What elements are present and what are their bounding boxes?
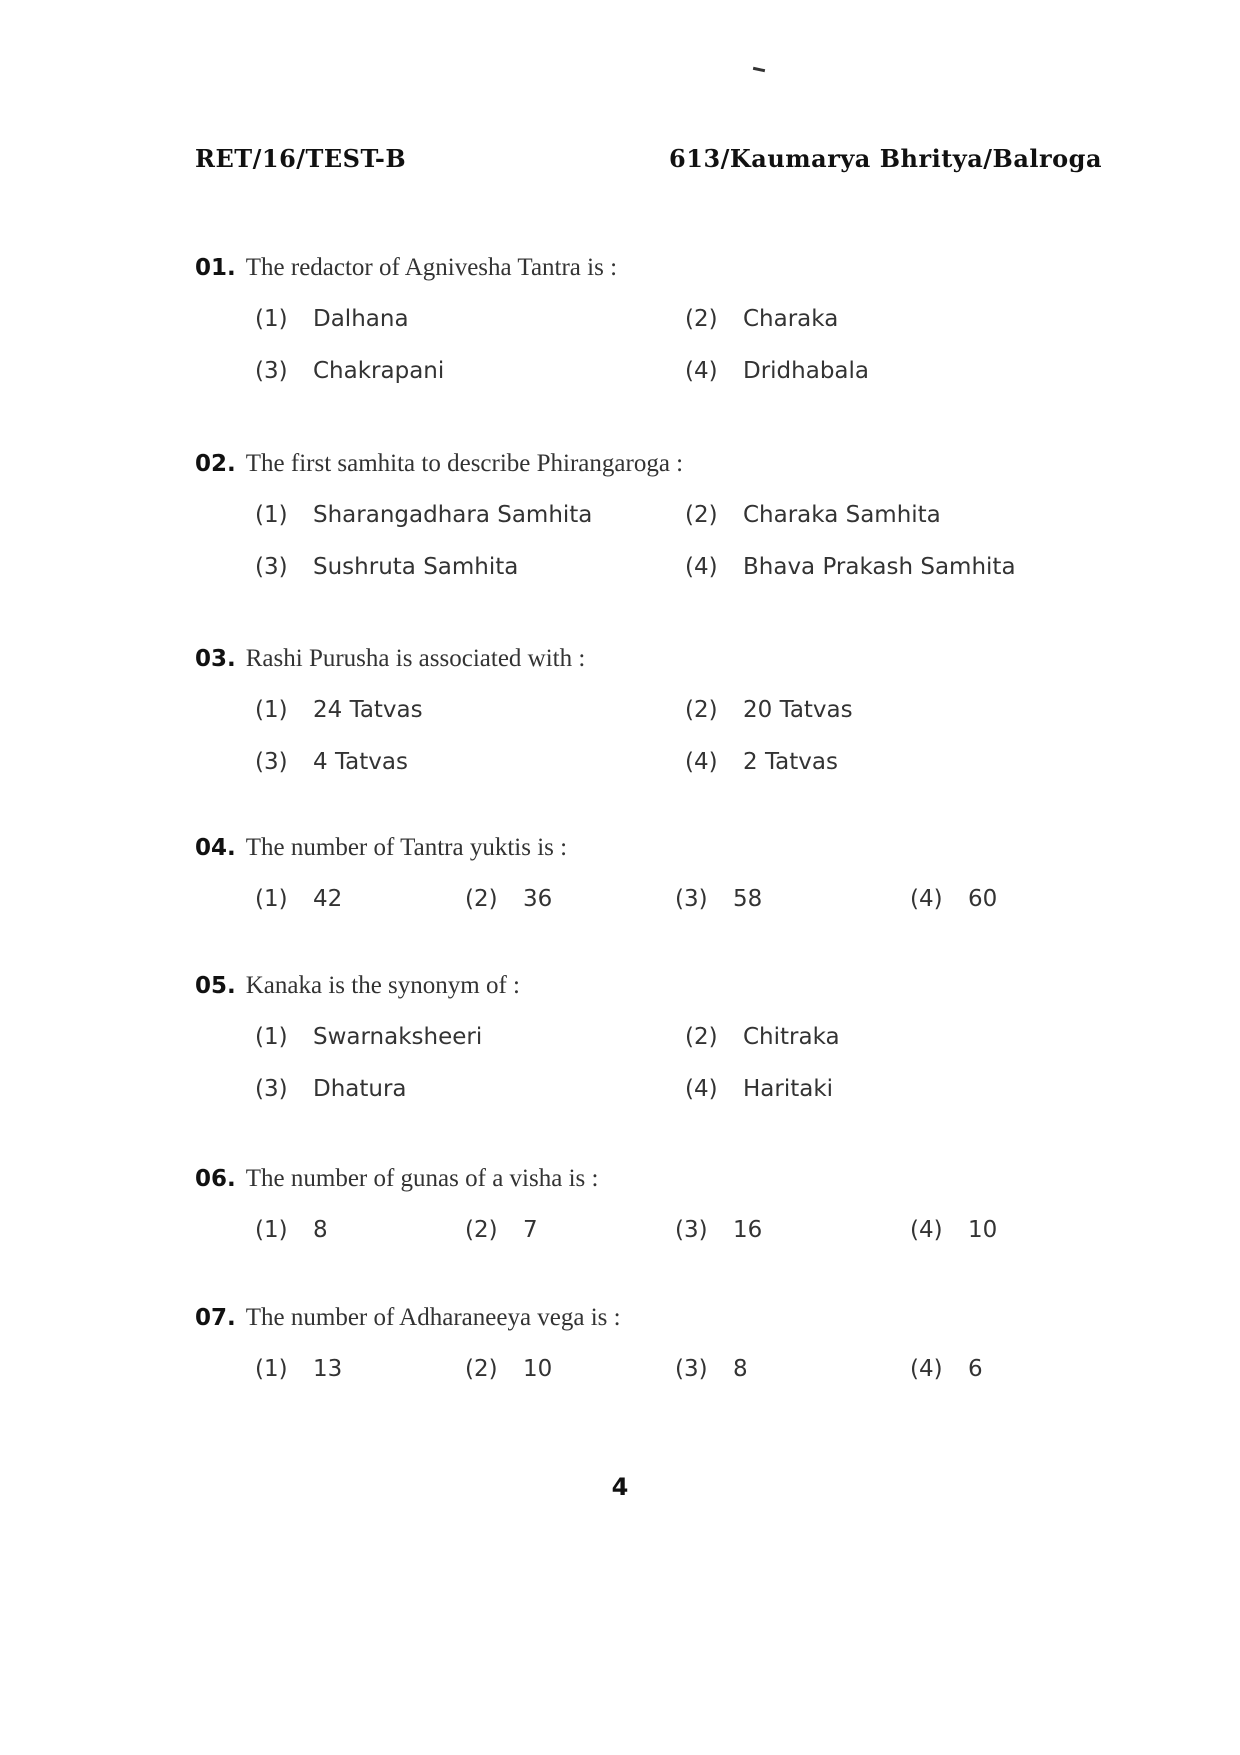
options-list — [255, 1217, 1095, 1243]
option-text: 8 — [313, 1217, 328, 1243]
option-text: 24 Tatvas — [313, 697, 423, 723]
question-stem — [195, 450, 1095, 478]
question-7 — [195, 1304, 1095, 1382]
option-2 — [465, 886, 675, 912]
option-1 — [255, 1217, 465, 1243]
option-2 — [465, 1217, 675, 1243]
option-number: (1) — [255, 1024, 288, 1050]
question-stem — [195, 1304, 1095, 1332]
option-4 — [910, 886, 1050, 912]
option-number: (2) — [685, 306, 718, 332]
exam-code: RET/16/TEST-B — [195, 144, 407, 173]
option-text: 6 — [968, 1356, 983, 1382]
option-number: (2) — [465, 886, 498, 912]
question-stem — [195, 645, 1095, 673]
option-1 — [255, 886, 465, 912]
scan-mark — [753, 67, 765, 72]
option-number: (3) — [675, 886, 708, 912]
options-list — [255, 1356, 1095, 1382]
option-number: (2) — [685, 502, 718, 528]
option-number: (2) — [465, 1217, 498, 1243]
question-number: 03. — [195, 646, 236, 672]
option-number: (4) — [910, 886, 943, 912]
question-5 — [195, 972, 1095, 1102]
option-text: 58 — [733, 886, 763, 912]
option-2 — [465, 1356, 675, 1382]
option-number: (3) — [255, 749, 288, 775]
option-1 — [255, 697, 685, 723]
options-list — [255, 697, 1095, 775]
option-number: (3) — [255, 554, 288, 580]
question-text: The number of Adharaneeya vega is : — [245, 1304, 621, 1331]
question-6 — [195, 1165, 1095, 1243]
option-text: Dhatura — [313, 1076, 407, 1102]
option-text: 10 — [523, 1356, 553, 1382]
option-text: Dalhana — [313, 306, 409, 332]
option-text: 4 Tatvas — [313, 749, 408, 775]
option-1 — [255, 502, 685, 528]
option-text: 36 — [523, 886, 553, 912]
question-2 — [195, 450, 1095, 580]
option-text: 13 — [313, 1356, 343, 1382]
question-number: 05. — [195, 973, 236, 999]
option-1 — [255, 306, 685, 332]
question-text: The number of gunas of a visha is : — [245, 1165, 599, 1192]
option-text: 60 — [968, 886, 998, 912]
option-number: (3) — [255, 1076, 288, 1102]
question-number: 06. — [195, 1166, 236, 1192]
option-number: (2) — [465, 1356, 498, 1382]
options-list — [255, 502, 1095, 580]
option-2 — [685, 1024, 1105, 1050]
question-text: The first samhita to describe Phirangaroga : — [245, 450, 684, 477]
question-1 — [195, 254, 1095, 384]
option-3 — [255, 1076, 685, 1102]
question-3 — [195, 645, 1095, 775]
option-4 — [910, 1356, 1050, 1382]
option-number: (4) — [910, 1356, 943, 1382]
question-stem — [195, 254, 1095, 282]
option-2 — [685, 306, 1105, 332]
option-number: (1) — [255, 697, 288, 723]
question-stem — [195, 834, 1095, 862]
question-text: The number of Tantra yuktis is : — [245, 834, 568, 861]
option-text: 8 — [733, 1356, 748, 1382]
option-3 — [675, 1356, 910, 1382]
option-text: Chakrapani — [313, 358, 445, 384]
option-text: 42 — [313, 886, 343, 912]
question-number: 01. — [195, 255, 236, 281]
option-number: (4) — [685, 358, 718, 384]
option-text: 2 Tatvas — [743, 749, 838, 775]
question-text: Rashi Purusha is associated with : — [245, 645, 586, 672]
option-text: 7 — [523, 1217, 538, 1243]
question-stem — [195, 1165, 1095, 1193]
option-text: 20 Tatvas — [743, 697, 853, 723]
option-3 — [255, 554, 685, 580]
question-text: The redactor of Agnivesha Tantra is : — [245, 254, 618, 281]
option-number: (1) — [255, 306, 288, 332]
option-number: (1) — [255, 886, 288, 912]
question-number: 02. — [195, 451, 236, 477]
option-number: (4) — [685, 1076, 718, 1102]
option-text: Dridhabala — [743, 358, 870, 384]
options-list — [255, 1024, 1095, 1102]
option-4 — [685, 358, 1105, 384]
option-text: Haritaki — [743, 1076, 834, 1102]
option-text: 16 — [733, 1217, 763, 1243]
option-3 — [255, 749, 685, 775]
option-text: Swarnaksheeri — [313, 1024, 483, 1050]
page-number: 4 — [611, 1473, 629, 1501]
option-4 — [685, 1076, 1105, 1102]
question-stem — [195, 972, 1095, 1000]
option-number: (3) — [675, 1217, 708, 1243]
question-number: 04. — [195, 835, 236, 861]
option-3 — [675, 886, 910, 912]
option-text: Charaka Samhita — [743, 502, 941, 528]
question-number: 07. — [195, 1305, 236, 1331]
option-2 — [685, 502, 1105, 528]
option-4 — [910, 1217, 1050, 1243]
option-4 — [685, 554, 1105, 580]
option-number: (3) — [675, 1356, 708, 1382]
option-text: Chitraka — [743, 1024, 840, 1050]
subject-title: 613/Kaumarya Bhritya/Balroga — [669, 144, 1102, 173]
option-text: 10 — [968, 1217, 998, 1243]
option-3 — [675, 1217, 910, 1243]
question-text: Kanaka is the synonym of : — [245, 972, 521, 999]
options-list — [255, 886, 1095, 912]
option-1 — [255, 1024, 685, 1050]
option-text: Bhava Prakash Samhita — [743, 554, 1016, 580]
option-number: (4) — [685, 749, 718, 775]
option-number: (4) — [910, 1217, 943, 1243]
option-4 — [685, 749, 1105, 775]
question-4 — [195, 834, 1095, 912]
option-number: (3) — [255, 358, 288, 384]
option-text: Charaka — [743, 306, 839, 332]
option-3 — [255, 358, 685, 384]
option-2 — [685, 697, 1105, 723]
options-list — [255, 306, 1095, 384]
option-number: (2) — [685, 1024, 718, 1050]
option-number: (1) — [255, 502, 288, 528]
option-number: (4) — [685, 554, 718, 580]
option-number: (1) — [255, 1356, 288, 1382]
option-text: Sharangadhara Samhita — [313, 502, 593, 528]
option-number: (1) — [255, 1217, 288, 1243]
option-number: (2) — [685, 697, 718, 723]
option-text: Sushruta Samhita — [313, 554, 519, 580]
option-1 — [255, 1356, 465, 1382]
